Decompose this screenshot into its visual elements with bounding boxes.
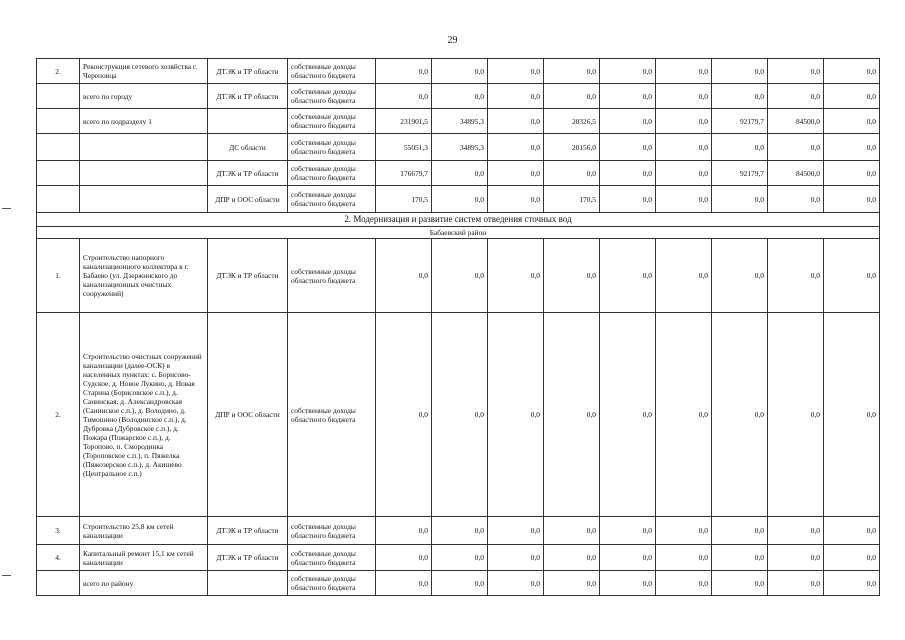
row-number: 3. — [37, 517, 80, 545]
table-row — [37, 186, 880, 213]
amount-cell: 0,0 — [376, 239, 432, 313]
amount-cell: 0,0 — [544, 517, 600, 545]
amount-cell: 0,0 — [544, 161, 600, 186]
amount-cell: 0,0 — [712, 313, 768, 517]
responsible-body: ДТЭК и ТР области — [208, 239, 288, 313]
table-row — [37, 571, 880, 596]
measure-name: всего по подразделу 1 — [80, 109, 208, 134]
measure-name: Реконструкция сетевого хозяйства г. Череповца — [80, 59, 208, 84]
amount-cell: 231901,5 — [376, 109, 432, 134]
amount-cell: 0,0 — [712, 134, 768, 161]
amount-cell: 0,0 — [712, 517, 768, 545]
amount-cell: 0,0 — [824, 161, 880, 186]
amount-cell: 0,0 — [488, 571, 544, 596]
responsible-body: ДПР и ООС области — [208, 313, 288, 517]
table-row — [37, 59, 880, 84]
measure-name: всего по городу — [80, 84, 208, 109]
funding-source: собственные доходы областного бюджета — [288, 186, 376, 213]
amount-cell: 0,0 — [824, 109, 880, 134]
responsible-body: ДТЭК и ТР области — [208, 84, 288, 109]
district-row — [37, 227, 880, 239]
district-title: Бабаевский район — [37, 227, 880, 239]
amount-cell: 0,0 — [488, 161, 544, 186]
row-number: 2. — [37, 313, 80, 517]
funding-source: собственные доходы областного бюджета — [288, 571, 376, 596]
responsible-body: ДТЭК и ТР области — [208, 161, 288, 186]
measure-name — [80, 186, 208, 213]
amount-cell: 0,0 — [824, 239, 880, 313]
amount-cell: 0,0 — [432, 84, 488, 109]
crop-mark-left-lower — [2, 575, 11, 576]
amount-cell: 0,0 — [656, 84, 712, 109]
amount-cell: 0,0 — [656, 134, 712, 161]
amount-cell: 0,0 — [488, 186, 544, 213]
amount-cell: 0,0 — [432, 239, 488, 313]
funding-source: собственные доходы областного бюджета — [288, 545, 376, 571]
row-number — [37, 134, 80, 161]
row-number: 4. — [37, 545, 80, 571]
amount-cell: 92179,7 — [712, 161, 768, 186]
amount-cell: 0,0 — [712, 186, 768, 213]
amount-cell: 0,0 — [376, 313, 432, 517]
amount-cell: 0,0 — [544, 571, 600, 596]
amount-cell: 0,0 — [656, 517, 712, 545]
amount-cell: 0,0 — [712, 239, 768, 313]
amount-cell: 20156,0 — [544, 134, 600, 161]
amount-cell: 0,0 — [488, 134, 544, 161]
amount-cell: 0,0 — [712, 545, 768, 571]
table-row — [37, 239, 880, 313]
budget-table — [36, 58, 880, 596]
amount-cell: 0,0 — [600, 161, 656, 186]
amount-cell: 0,0 — [824, 545, 880, 571]
amount-cell: 0,0 — [768, 84, 824, 109]
measure-name: всего по району — [80, 571, 208, 596]
row-number: 2. — [37, 59, 80, 84]
amount-cell: 0,0 — [712, 59, 768, 84]
amount-cell: 0,0 — [824, 571, 880, 596]
table-row — [37, 84, 880, 109]
amount-cell: 0,0 — [544, 84, 600, 109]
funding-source: собственные доходы областного бюджета — [288, 109, 376, 134]
responsible-body: ДС области — [208, 134, 288, 161]
amount-cell: 0,0 — [824, 84, 880, 109]
responsible-body — [208, 109, 288, 134]
amount-cell: 0,0 — [600, 186, 656, 213]
amount-cell: 0,0 — [768, 517, 824, 545]
amount-cell: 0,0 — [600, 239, 656, 313]
amount-cell: 0,0 — [376, 59, 432, 84]
amount-cell: 0,0 — [768, 59, 824, 84]
amount-cell: 0,0 — [768, 545, 824, 571]
amount-cell: 0,0 — [488, 313, 544, 517]
amount-cell: 0,0 — [656, 313, 712, 517]
page-number: 29 — [447, 35, 458, 46]
amount-cell: 84500,0 — [768, 109, 824, 134]
measure-name: Строительство напорного канализационного коллектора в г. Бабаево (ул. Дзержинского до канализационных очистных сооружений) — [80, 239, 208, 313]
amount-cell: 0,0 — [488, 59, 544, 84]
amount-cell: 0,0 — [600, 517, 656, 545]
funding-source: собственные доходы областного бюджета — [288, 313, 376, 517]
amount-cell: 55051,3 — [376, 134, 432, 161]
row-number — [37, 161, 80, 186]
responsible-body: ДПР и ООС области — [208, 186, 288, 213]
row-number — [37, 186, 80, 213]
amount-cell: 0,0 — [376, 571, 432, 596]
responsible-body: ДТЭК и ТР области — [208, 517, 288, 545]
amount-cell: 0,0 — [432, 59, 488, 84]
amount-cell: 0,0 — [600, 545, 656, 571]
row-number: 1. — [37, 239, 80, 313]
amount-cell: 0,0 — [656, 239, 712, 313]
amount-cell: 0,0 — [768, 571, 824, 596]
amount-cell: 0,0 — [600, 59, 656, 84]
amount-cell: 0,0 — [544, 313, 600, 517]
amount-cell: 0,0 — [432, 313, 488, 517]
table-row — [37, 545, 880, 571]
amount-cell: 0,0 — [376, 84, 432, 109]
measure-name: Строительство 25,8 км сетей канализации — [80, 517, 208, 545]
amount-cell: 0,0 — [488, 545, 544, 571]
section-row — [37, 213, 880, 227]
amount-cell: 84500,0 — [768, 161, 824, 186]
amount-cell: 0,0 — [768, 239, 824, 313]
amount-cell: 20326,5 — [544, 109, 600, 134]
table-row — [37, 134, 880, 161]
table-row — [37, 313, 880, 517]
table-row — [37, 109, 880, 134]
amount-cell: 0,0 — [432, 545, 488, 571]
amount-cell: 0,0 — [432, 161, 488, 186]
crop-mark-left — [2, 208, 11, 209]
amount-cell: 0,0 — [824, 186, 880, 213]
responsible-body: ДТЭК и ТР области — [208, 545, 288, 571]
amount-cell: 0,0 — [376, 545, 432, 571]
funding-source: собственные доходы областного бюджета — [288, 161, 376, 186]
row-number — [37, 109, 80, 134]
funding-source: собственные доходы областного бюджета — [288, 59, 376, 84]
amount-cell: 0,0 — [544, 239, 600, 313]
amount-cell: 0,0 — [488, 239, 544, 313]
amount-cell: 0,0 — [712, 84, 768, 109]
amount-cell: 0,0 — [600, 84, 656, 109]
table-row — [37, 161, 880, 186]
amount-cell: 0,0 — [768, 313, 824, 517]
amount-cell: 0,0 — [544, 545, 600, 571]
amount-cell: 0,0 — [488, 517, 544, 545]
amount-cell: 0,0 — [488, 109, 544, 134]
amount-cell: 0,0 — [768, 186, 824, 213]
amount-cell: 0,0 — [824, 134, 880, 161]
measure-name — [80, 134, 208, 161]
measure-name — [80, 161, 208, 186]
amount-cell: 0,0 — [824, 517, 880, 545]
section-title: 2. Модернизация и развитие систем отведения сточных вод — [37, 213, 880, 227]
measure-name: Строительство очистных сооружений канализации (далее-ОСК) в населенных пунктах: с. Борисово-Судское, д. Новое Лукино, д. Новая Старина (Борисовское с.п.), д. Санинская, д. Александровская (Санинское с.п.), д. Володино, д. Тимошино (Володинское с.п.), д. Дубровка (Дубровское с.п.), д. Пожара (Пожарское с.п.), д. Торопово, п. Смородинка (Тороповское с.п.), п. Пяжелка (Пяжозерское с.п.), д. Акишево (Центральное с.п.) — [80, 313, 208, 517]
responsible-body — [208, 571, 288, 596]
funding-source: собственные доходы областного бюджета — [288, 134, 376, 161]
amount-cell: 0,0 — [656, 571, 712, 596]
amount-cell: 0,0 — [432, 186, 488, 213]
amount-cell: 0,0 — [600, 313, 656, 517]
amount-cell: 0,0 — [824, 313, 880, 517]
funding-source: собственные доходы областного бюджета — [288, 517, 376, 545]
amount-cell: 0,0 — [376, 517, 432, 545]
amount-cell: 92179,7 — [712, 109, 768, 134]
amount-cell: 0,0 — [600, 134, 656, 161]
amount-cell: 0,0 — [656, 161, 712, 186]
amount-cell: 170,5 — [376, 186, 432, 213]
amount-cell: 0,0 — [432, 517, 488, 545]
table-row — [37, 517, 880, 545]
amount-cell: 0,0 — [824, 59, 880, 84]
top-rows — [37, 59, 880, 213]
amount-cell: 0,0 — [656, 186, 712, 213]
amount-cell: 0,0 — [600, 109, 656, 134]
amount-cell: 0,0 — [656, 109, 712, 134]
amount-cell: 0,0 — [544, 59, 600, 84]
amount-cell: 170,5 — [544, 186, 600, 213]
amount-cell: 0,0 — [768, 134, 824, 161]
amount-cell: 0,0 — [712, 571, 768, 596]
funding-source: собственные доходы областного бюджета — [288, 239, 376, 313]
bottom-rows — [37, 239, 880, 596]
amount-cell: 34895,3 — [432, 134, 488, 161]
amount-cell: 0,0 — [656, 59, 712, 84]
row-number — [37, 571, 80, 596]
amount-cell: 0,0 — [600, 571, 656, 596]
funding-source: собственные доходы областного бюджета — [288, 84, 376, 109]
amount-cell: 0,0 — [432, 571, 488, 596]
row-number — [37, 84, 80, 109]
amount-cell: 0,0 — [656, 545, 712, 571]
responsible-body: ДТЭК и ТР области — [208, 59, 288, 84]
amount-cell: 176679,7 — [376, 161, 432, 186]
amount-cell: 34895,3 — [432, 109, 488, 134]
measure-name: Капитальный ремонт 15,1 км сетей канализации — [80, 545, 208, 571]
amount-cell: 0,0 — [488, 84, 544, 109]
